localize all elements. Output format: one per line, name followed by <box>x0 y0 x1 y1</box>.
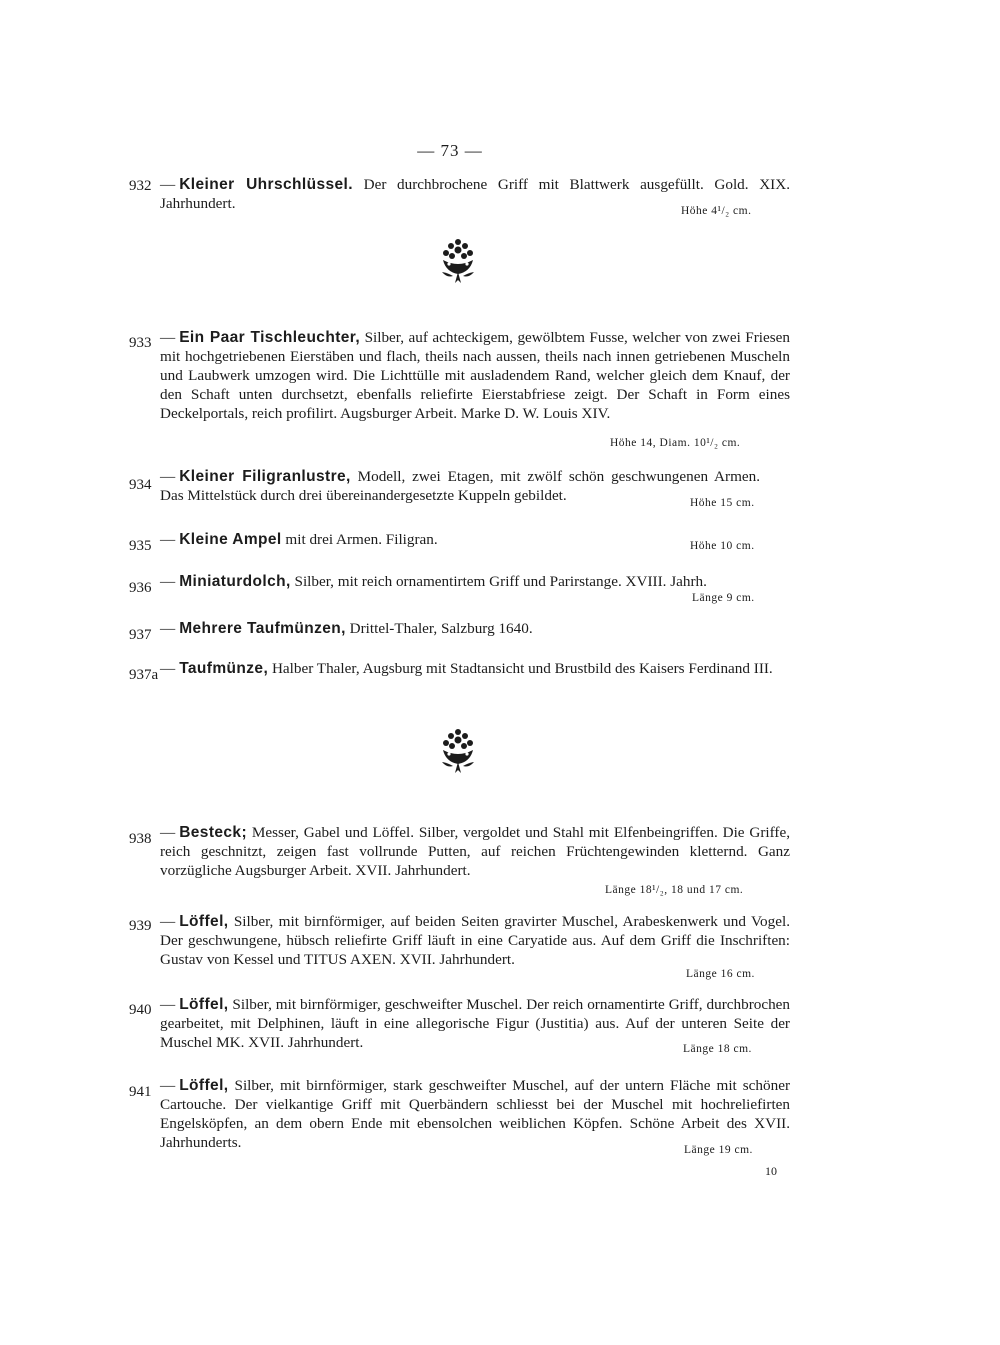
catalog-entry-937a: — Taufmünze, Halber Thaler, Augsburg mit Stadtansicht und Brustbild des Kaisers Ferdinand III. <box>160 660 773 677</box>
entry-title: Löffel, <box>179 913 229 930</box>
entry-text: Silber, mit birnförmiger, geschweifter Muschel. Der reich ornamentirte Griff, durchbrochen gearbeitet, mit Delphinen, läuft in eine allegorische Figur (Justitia) aus. Auf der unteren Seite der Muschel MK. XVII. Jahrhundert. <box>160 996 791 1051</box>
catalog-entry-936: — Miniaturdolch, Silber, mit reich ornamentirtem Griff und Parirstange. XVIII. Jahrh. <box>160 573 707 590</box>
entry-number: 941 <box>129 1084 152 1100</box>
catalog-entry-935: — Kleine Ampel mit drei Armen. Filigran. <box>160 531 438 548</box>
entry-dimensions: Länge 16 cm. <box>686 968 755 980</box>
entry-text: Messer, Gabel und Löffel. Silber, vergoldet und Stahl mit Elfenbeingriffen. Die Griffe, reich geschnitzt, zeigen fast vollrunde Putten, auf reichen Früchtengewinden kletternd. Ganz vorzügliche Augsburger Arbeit. XVII. Jahrhundert. <box>160 824 791 879</box>
entry-dimensions: Höhe 4¹/₂ cm. <box>681 205 752 217</box>
catalog-entry-941: — Löffel, Silber, mit birnförmiger, stark geschweifter Muschel, auf der untern Fläche mit schöner Cartouche. Der vielkantige Griff mit Querbändern schliesst bei der Muschel mit hochreliefirten Engelsköpfen, an dem obern Ende mit ebensolchen weiblichen Köpfen. Schöne Arbeit des XVII. Jahrhunderts. <box>160 1077 791 1151</box>
catalog-entry-937: — Mehrere Taufmünzen, Drittel-Thaler, Salzburg 1640. <box>160 620 533 637</box>
entry-title: Ein Paar Tischleuchter, <box>179 329 361 346</box>
entry-title: Löffel, <box>179 1077 229 1094</box>
page-number: — 73 — <box>417 141 483 160</box>
entry-title: Besteck; <box>179 824 248 841</box>
entry-text: Silber, mit birnförmiger, auf beiden Seiten gravirter Muschel, Arabeskenwerk und Vogel. Der geschwungene, hübsch reliefirte Griff läuft in eine Caryatide aus. Auf dem Griff die Inschriften: Gustav von Kessel und TITUS AXEN. XVII. Jahrhundert. <box>160 913 790 968</box>
entry-text: Silber, auf achteckigem, gewölbtem Fusse, welcher von zwei Friesen mit hochgetriebenen Eierstäben und flach, theils nach aussen, theils nach innen getriebenen Muscheln und Laubwerk umzogen wird. Die Lichttülle mit ausladendem Rand, welcher gleich dem Knauf, der den Schaft unten durchsetzt, ebenfalls reliefirte Eierstabfriese zeigt. Der Schaft in Form eines Deckelportals, reich profilirt. Augsburger Arbeit. Marke D. W. Louis XIV. <box>160 329 791 422</box>
footer-signature-number: 10 <box>765 1164 777 1178</box>
entry-title: Kleiner Filigranlustre, <box>179 468 351 485</box>
entry-text: Modell, zwei Etagen, mit zwölf schön geschwungenen Armen. Das Mittelstück durch drei übereinandergesetzte Kuppeln gebildet. <box>160 468 761 504</box>
entry-title: Kleine Ampel <box>179 531 282 548</box>
entry-number: 940 <box>129 1002 152 1018</box>
entry-number: 938 <box>129 831 152 847</box>
entry-number: 934 <box>129 477 152 493</box>
entry-title: Mehrere Taufmünzen, <box>179 620 346 637</box>
entry-dimensions: Länge 9 cm. <box>692 592 755 604</box>
catalog-entry-932: — Kleiner Uhrschlüssel. Der durchbrochene Griff mit Blattwerk ausgefüllt. Gold. XIX. Jahrhundert. <box>160 176 791 212</box>
entry-text: Silber, mit reich ornamentirtem Griff und Parirstange. XVIII. Jahrh. <box>294 573 707 590</box>
entry-number: 937a <box>129 667 159 683</box>
entry-title: Löffel, <box>179 996 229 1013</box>
entry-dimensions: Höhe 14, Diam. 10¹/₂ cm. <box>610 437 741 449</box>
entry-number: 936 <box>129 580 152 596</box>
entry-number: 932 <box>129 178 152 194</box>
entry-number: 937 <box>129 627 152 643</box>
floral-ornament-icon <box>438 728 478 774</box>
floral-ornament-icon <box>438 238 478 284</box>
entry-number: 933 <box>129 335 152 351</box>
entry-dimensions: Höhe 15 cm. <box>690 497 755 509</box>
entry-dimensions: Höhe 10 cm. <box>690 540 755 552</box>
entry-dimensions: Länge 18¹/₂, 18 und 17 cm. <box>605 884 744 896</box>
entry-dimensions: Länge 19 cm. <box>684 1144 753 1156</box>
entry-text: Drittel-Thaler, Salzburg 1640. <box>349 620 533 637</box>
entry-dimensions: Länge 18 cm. <box>683 1043 752 1055</box>
entry-text: Der durchbrochene Griff mit Blattwerk ausgefüllt. Gold. XIX. Jahrhundert. <box>160 176 791 212</box>
entry-text: Silber, mit birnförmiger, stark geschweifter Muschel, auf der untern Fläche mit schöner Cartouche. Der vielkantige Griff mit Querbändern schliesst bei der Muschel mit hochreliefirten Engelsköpfen, an dem obern Ende mit ebensolchen weiblichen Köpfen. Schöne Arbeit des XVII. Jahrhunderts. <box>160 1077 791 1151</box>
entry-text: Halber Thaler, Augsburg mit Stadtansicht und Brustbild des Kaisers Ferdinand III. <box>271 660 773 677</box>
catalog-entry-939: — Löffel, Silber, mit birnförmiger, auf beiden Seiten gravirter Muschel, Arabeskenwerk und Vogel. Der geschwungene, hübsch reliefirte Griff läuft in eine Caryatide aus. Auf dem Griff die Inschriften: Gustav von Kessel und TITUS AXEN. XVII. Jahrhundert. <box>160 913 790 968</box>
catalog-entry-934: — Kleiner Filigranlustre, Modell, zwei Etagen, mit zwölf schön geschwungenen Armen. Das Mittelstück durch drei übereinandergesetzte Kuppeln gebildet. <box>160 468 761 504</box>
entry-title: Kleiner Uhrschlüssel. <box>179 176 353 193</box>
entry-title: Taufmünze, <box>179 660 269 677</box>
catalog-entry-933: — Ein Paar Tischleuchter, Silber, auf achteckigem, gewölbtem Fusse, welcher von zwei Friesen mit hochgetriebenen Eierstäben und flach, theils nach aussen, theils nach innen getriebenen Muscheln und Laubwerk umzogen wird. Die Lichttülle mit ausladendem Rand, welcher gleich dem Knauf, der den Schaft unten durchsetzt, ebenfalls reliefirte Eierstabfriese zeigt. Der Schaft in Form eines Deckelportals, reich profilirt. Augsburger Arbeit. Marke D. W. Louis XIV. <box>160 329 791 422</box>
entry-text: mit drei Armen. Filigran. <box>285 531 438 548</box>
entry-number: 935 <box>129 538 152 554</box>
entry-title: Miniaturdolch, <box>179 573 291 590</box>
catalog-entry-940: — Löffel, Silber, mit birnförmiger, geschweifter Muschel. Der reich ornamentirte Griff, durchbrochen gearbeitet, mit Delphinen, läuft in eine allegorische Figur (Justitia) aus. Auf der unteren Seite der Muschel MK. XVII. Jahrhundert. <box>160 996 791 1051</box>
catalog-entry-938: — Besteck; Messer, Gabel und Löffel. Silber, vergoldet und Stahl mit Elfenbeingriffen. Die Griffe, reich geschnitzt, zeigen fast vollrunde Putten, auf reichen Früchtengewinden kletternd. Ganz vorzügliche Augsburger Arbeit. XVII. Jahrhundert. <box>160 824 791 879</box>
entry-number: 939 <box>129 918 152 934</box>
